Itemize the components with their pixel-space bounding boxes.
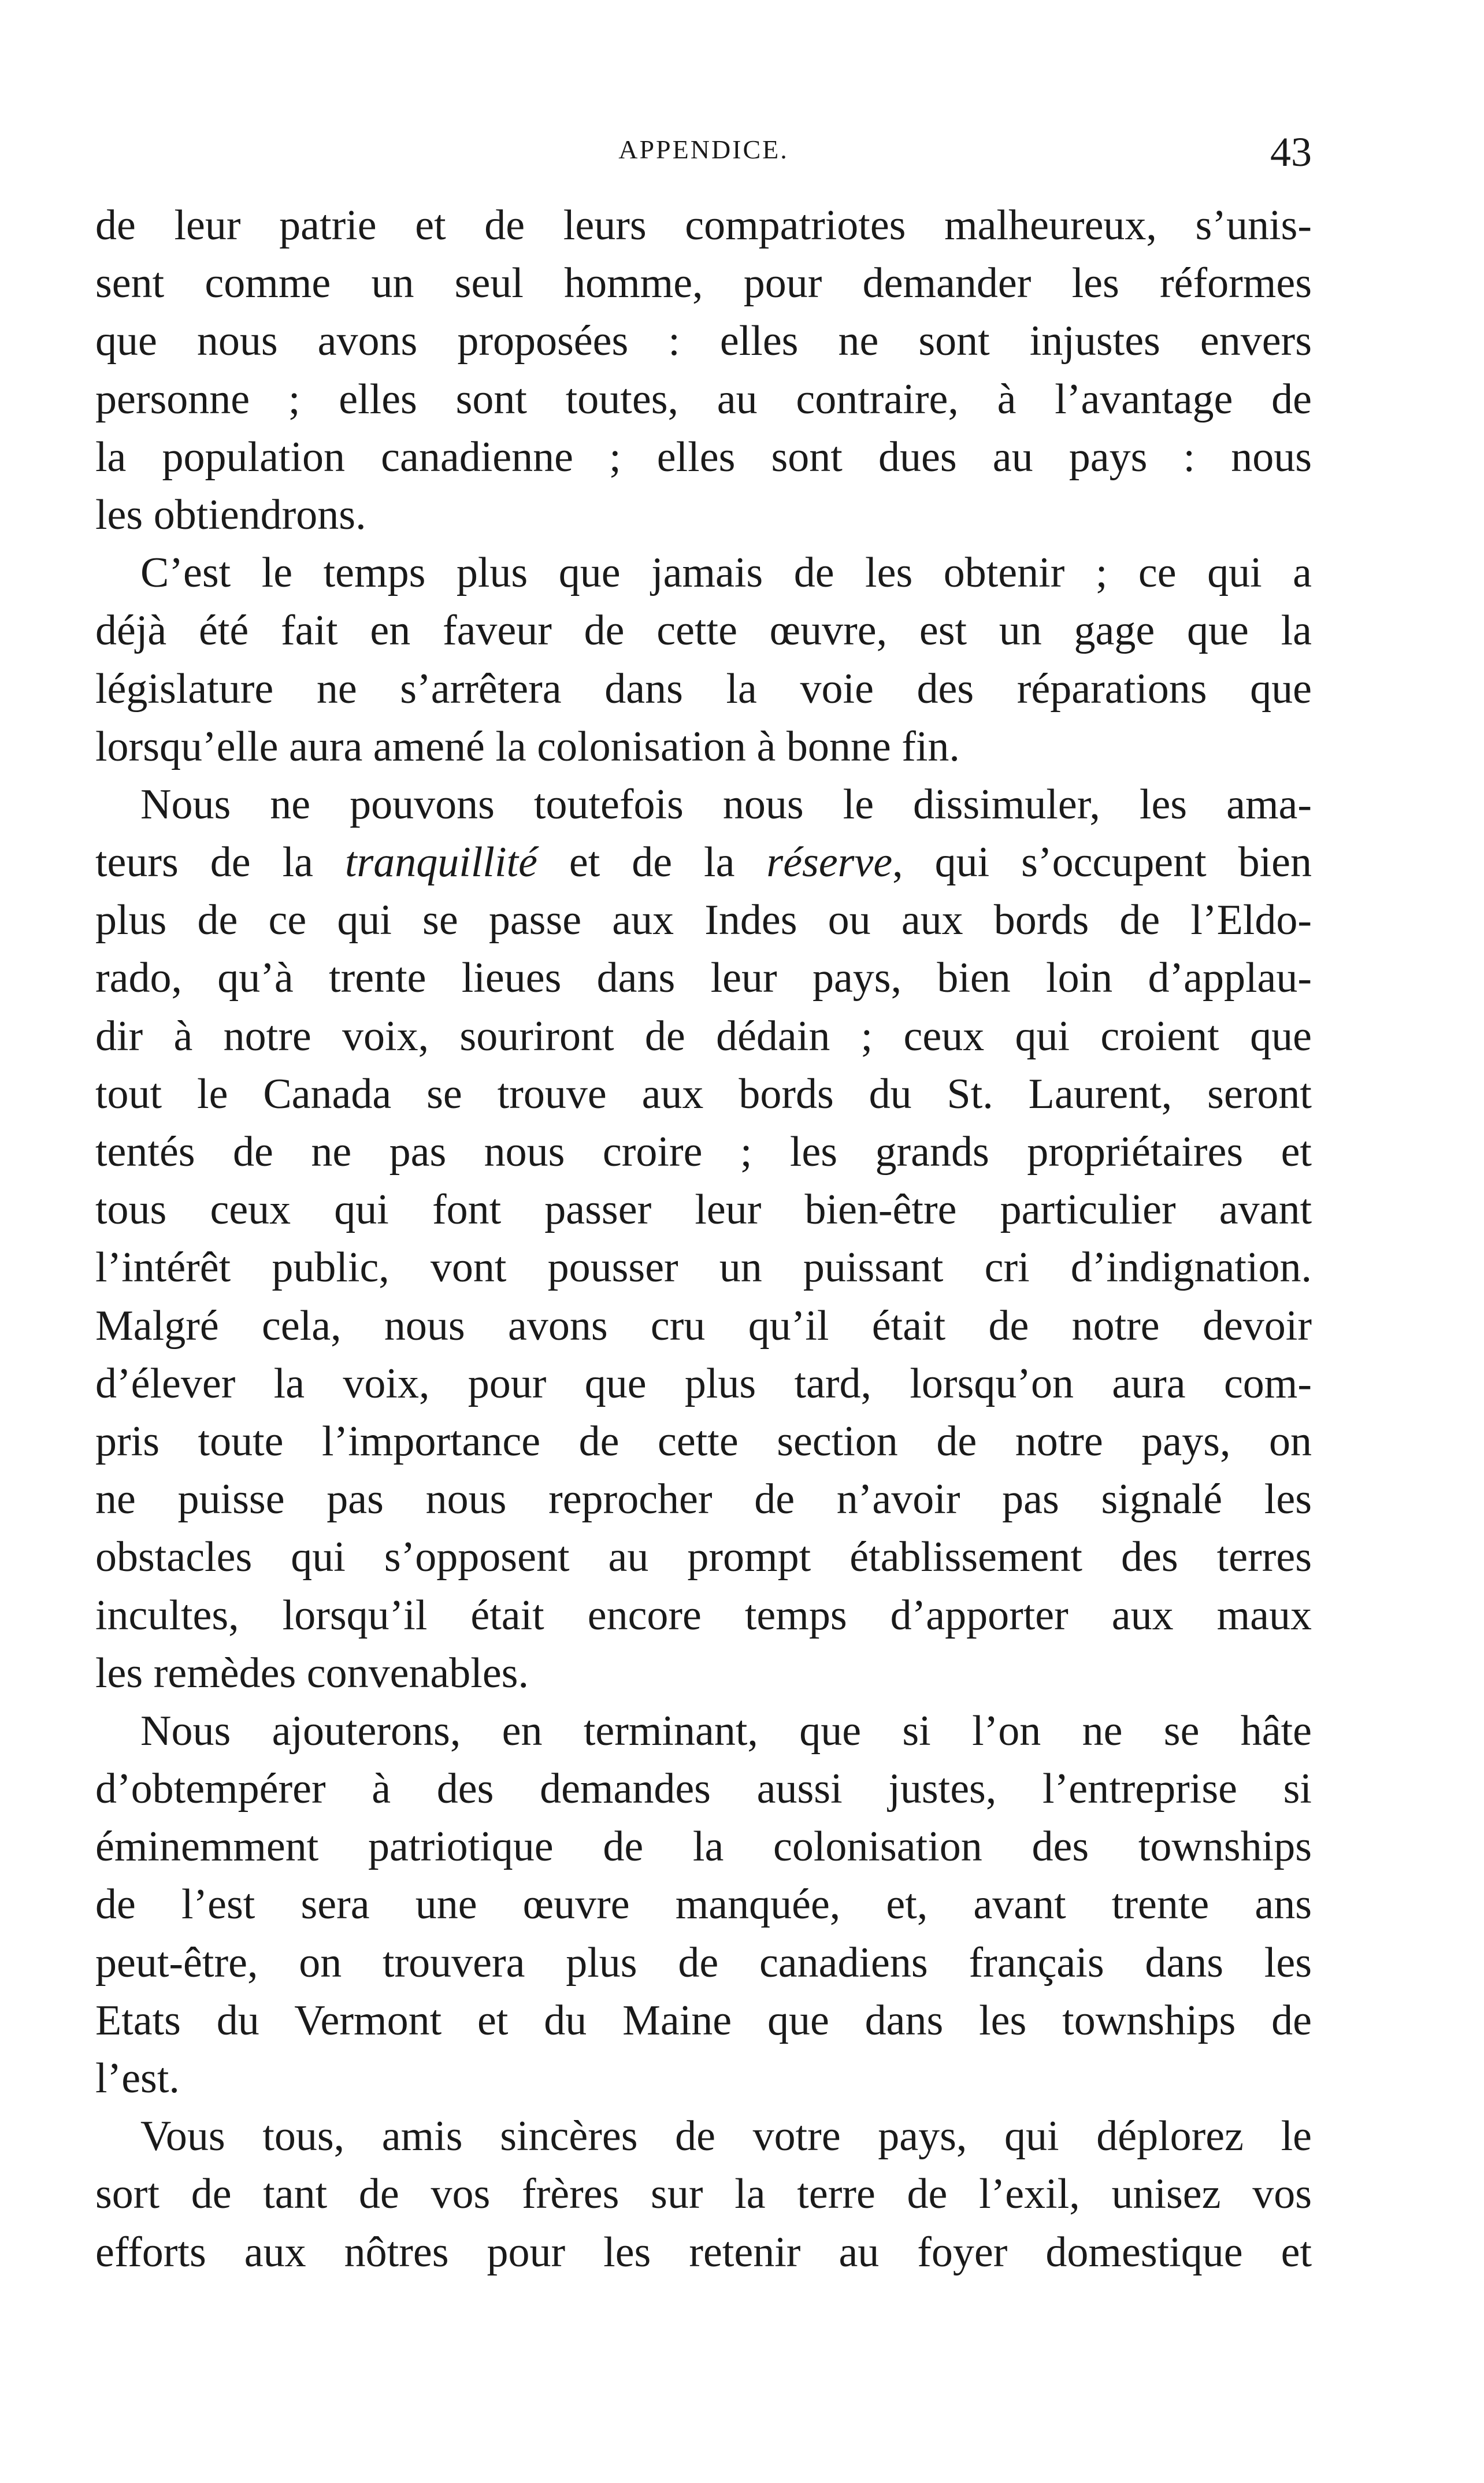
- text-line: incultes, lorsqu’il était encore temps d’apporter aux maux: [95, 1591, 1312, 1639]
- text-line: déjà été fait en faveur de cette œuvre, est un gage que la: [95, 607, 1312, 655]
- text-line: Vous tous, amis sincères de votre pays, qui déplorez le: [140, 2113, 1312, 2160]
- italic-text: tranquillité: [344, 839, 537, 887]
- page-header: [95, 128, 1312, 175]
- text-line: sent comme un seul homme, pour demander les réformes: [95, 260, 1312, 307]
- text-line: d’élever la voix, pour que plus tard, lorsqu’on aura com-: [95, 1359, 1312, 1407]
- text-line: sort de tant de vos frères sur la terre de l’exil, unisez vos: [95, 2170, 1312, 2218]
- text-line: Nous ajouterons, en terminant, que si l’on ne se hâte: [140, 1707, 1312, 1755]
- text-line: de leur patrie et de leurs compatriotes malheureux, s’unis-: [95, 202, 1312, 249]
- text-line: C’est le temps plus que jamais de les obtenir ; ce qui a: [140, 549, 1312, 597]
- text-line: l’intérêt public, vont pousser un puissant cri d’indignation.: [95, 1244, 1312, 1292]
- text-line: Nous ne pouvons toutefois nous le dissimuler, les ama-: [140, 780, 1312, 828]
- text-line: la population canadienne ; elles sont dues au pays : nous: [95, 433, 1312, 481]
- text-line: que nous avons proposées : elles ne sont injustes envers: [95, 317, 1312, 365]
- text-line: de l’est sera une œuvre manquée, et, avant trente ans: [95, 1881, 1312, 1929]
- text-line: dir à notre voix, souriront de dédain ; ceux qui croient que: [95, 1012, 1312, 1060]
- text-line: les obtiendrons.: [95, 491, 366, 539]
- text-line: tout le Canada se trouve aux bords du St. Laurent, seront: [95, 1070, 1312, 1118]
- text-line: lorsqu’elle aura amené la colonisation à bonne fin.: [95, 722, 960, 770]
- text-line: ne puisse pas nous reprocher de n’avoir pas signalé les: [95, 1476, 1312, 1524]
- running-head: APPENDICE.: [618, 135, 789, 164]
- text-line: rado, qu’à trente lieues dans leur pays, bien loin d’applau-: [95, 954, 1312, 1002]
- text-line: efforts aux nôtres pour les retenir au foyer domestique et: [95, 2228, 1312, 2276]
- text-segment: , qui s’occupent bien: [892, 839, 1312, 887]
- page-number: 43: [1270, 129, 1312, 175]
- text-line: obstacles qui s’opposent au prompt établissement des terres: [95, 1533, 1312, 1581]
- text-line: l’est.: [95, 2055, 180, 2102]
- text-segment: et de la: [537, 839, 767, 887]
- text-line: d’obtempérer à des demandes aussi justes, l’entreprise si: [95, 1765, 1312, 1813]
- text-line: Malgré cela, nous avons cru qu’il était de notre devoir: [95, 1302, 1312, 1350]
- italic-text: réserve: [766, 839, 893, 887]
- body-text: [95, 197, 1312, 2281]
- text-line: tentés de ne pas nous croire ; les grands propriétaires et: [95, 1128, 1312, 1176]
- text-line: personne ; elles sont toutes, au contraire, à l’avantage de: [95, 375, 1312, 423]
- text-line: éminemment patriotique de la colonisation des townships: [95, 1823, 1312, 1871]
- text-line: pris toute l’importance de cette section de notre pays, on: [95, 1417, 1312, 1465]
- text-line: tous ceux qui font passer leur bien-être particulier avant: [95, 1186, 1312, 1234]
- text-line: les remèdes convenables.: [95, 1649, 529, 1697]
- text-line: plus de ce qui se passe aux Indes ou aux bords de l’Eldo-: [95, 896, 1312, 944]
- text-line: [95, 833, 1312, 891]
- text-segment: teurs de la: [95, 839, 345, 887]
- text-line: peut-être, on trouvera plus de canadiens français dans les: [95, 1939, 1312, 1987]
- text-line: législature ne s’arrêtera dans la voie des réparations que: [95, 665, 1312, 713]
- text-line: Etats du Vermont et du Maine que dans les townships de: [95, 1996, 1312, 2044]
